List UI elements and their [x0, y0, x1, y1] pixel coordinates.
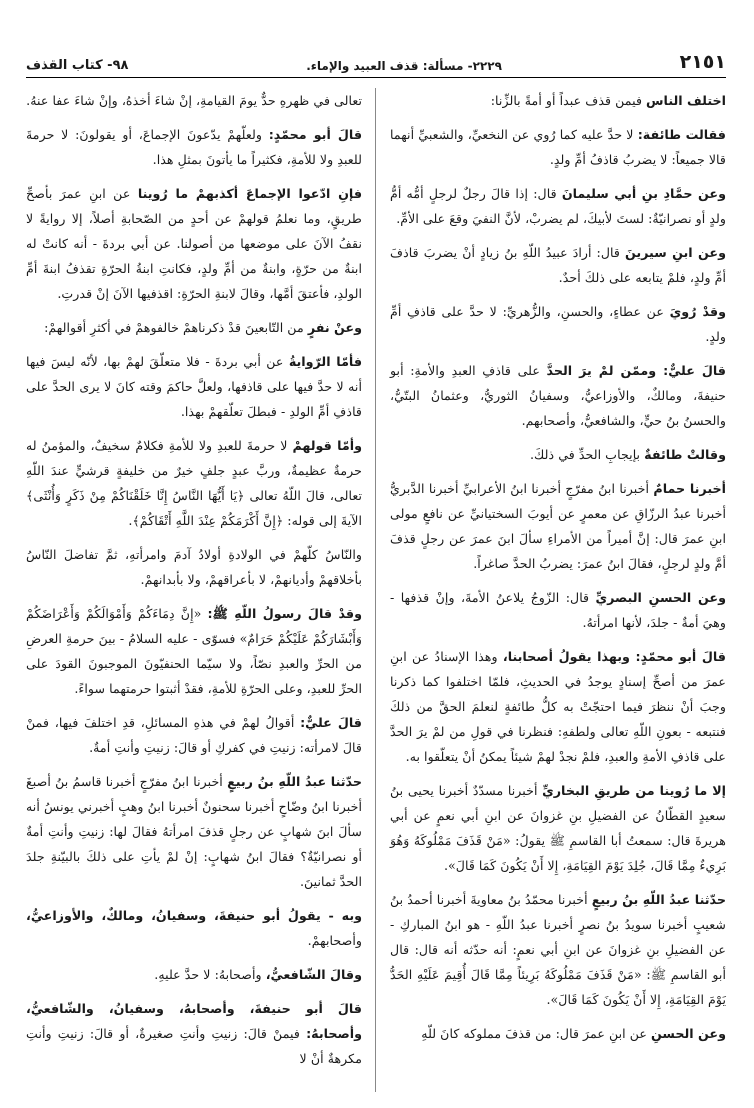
paragraph: [26, 710, 362, 760]
paragraph: [26, 903, 362, 953]
document-page: [26, 52, 726, 1092]
paragraph: [390, 88, 726, 113]
paragraph-text: عن ابنِ عمرَ بأصحِّ طريقٍ، وما نعلمُ قولهمْ عن أحدٍ من الصّحابةِ أصلاً، إلا روايةً لا نقفُ الآنَ على موضعها من أصولنا. عن أبي بردةَ - أنه كانتْ له ابنةٌ من حرّةٍ، وابنةٌ من أمِّ ولدٍ، فكانتِ ابنةُ الحرّةِ تقذفُ ابنةَ أمِّ الولدِ، فأعتقَ أمَّها، وقالَ لابنةِ الحرّةِ: اقذفيها الآنَ إنْ قدرتِ.: [26, 186, 362, 301]
paragraph: [26, 181, 362, 306]
paragraph-lead: وعنْ نفرٍ: [307, 320, 362, 335]
paragraph-lead: فقالت طائفة:: [637, 127, 726, 142]
paragraph-lead: وعن ابنِ سيرينَ: [624, 245, 726, 260]
paragraph-text: لا حدَّ عليه كما رُوي عن النخعيِّ، والشعبيِّ أنهما قالا جميعاً: لا يضربُ قاذفُ أمِّ ولدٍ.: [390, 127, 726, 167]
paragraph-lead: وقالتْ طائفةٌ: [644, 447, 726, 462]
paragraph: [390, 299, 726, 349]
paragraph-lead: وعن الحسنِ: [651, 1026, 726, 1041]
paragraph: [390, 1021, 726, 1046]
paragraph-text: قال: الزّوجُ يلاعنُ الأمةَ، وإنْ قذفها - وهيَ أمةٌ - جلدَ، لأنها امرأتهُ.: [390, 590, 726, 630]
paragraph: [390, 122, 726, 172]
paragraph: [390, 442, 726, 467]
paragraph-text: أخبرنا ابنُ مفرّجٍ أخبرنا ابنُ الأعرابيِّ أخبرنا الدَّبريُّ أخبرنا عبدُ الرزّاقِ عن معمرٍ عن أيوبَ السختيانيِّ عن نافعٍ مولى ابنِ عمرَ قال: إنَّ أميراً من الأمراءِ سألَ ابنَ عمرَ عن رجلٍ قذفَ أمَّ ولدٍ لرجلٍ، فقالَ ابنُ عمرَ: يضربُ الحدَّ صاغراً.: [390, 481, 726, 571]
paragraph-lead: أخبرنا حمامٌ: [653, 481, 726, 496]
page-number: ٢١٥١: [679, 51, 726, 73]
left-column: [26, 88, 362, 1092]
paragraph-lead: قالَ أبو محمّدٍ:: [268, 127, 362, 142]
paragraph-text: من التّابعينَ قدْ ذكرناهمْ خالفوهمْ في أكثرِ أقوالهمْ:: [44, 320, 308, 335]
paragraph-lead: إلا ما رُوينا من طريقِ البخاريِّ: [542, 783, 726, 798]
paragraph-text: أخبرنا ابنُ مفرّجٍ أخبرنا قاسمُ بنُ أصبغَ أخبرنا ابنُ وضّاحٍ أخبرنا سحنونٌ أخبرنا ابنُ وهبٍ أخبرني يونسُ أنه سألَ ابنَ شهابٍ عن رجلٍ قذفَ امرأتهُ فقالَ لها: زنيتِ وأنتِ أمةٌ أو نصرانيّةٌ؟ فقالَ ابنُ شهابٍ: إنْ لمْ يأتِ على ذلكَ بالبيّنةِ جلدَ الحدَّ ثمانينَ.: [26, 774, 362, 889]
paragraph-lead: فإنِ ادّعوا الإجماعَ أكذبهمْ ما رُوينا: [137, 186, 362, 201]
paragraph: [390, 644, 726, 769]
paragraph-lead: وقدْ قالَ رسولُ اللّهِ ﷺ:: [207, 606, 362, 621]
text-columns: [26, 88, 726, 1092]
paragraph: [26, 433, 362, 533]
paragraph-text: فيمنْ قالَ: زنيتِ وأنتِ صغيرةٌ، أو قالَ: زنيتِ وأنتِ مكرهةٌ أنْ لا: [26, 1026, 362, 1066]
paragraph-lead: وعن الحسنِ البصريِّ: [595, 590, 726, 605]
paragraph: [26, 315, 362, 340]
column-divider: [375, 88, 376, 1092]
paragraph-lead: قالَ عليٌّ:: [300, 715, 362, 730]
paragraph: [26, 769, 362, 894]
paragraph-lead: حدّثنا عبدُ اللّهِ بنُ ربيعٍ: [591, 892, 726, 907]
paragraph-text: قال: أرادَ عبيدُ اللّهِ بنُ زيادٍ أنْ يضربَ قاذفَ أمِّ ولدٍ، فلمْ يتابعه على ذلكَ أحدٌ.: [390, 245, 726, 285]
paragraph-text: أقوالُ لهمْ في هذهِ المسائلِ، قدِ اختلفَ فيها، فمنْ قالَ لامرأته: زنيتِ في كفركِ أو قالَ: زنيتِ وأنتِ أمةٌ.: [26, 715, 362, 755]
paragraph: [390, 476, 726, 576]
paragraph-lead: وعن حمَّادِ بنِ أبي سليمانَ: [561, 186, 726, 201]
paragraph-lead: وأمّا قولهمْ: [292, 438, 363, 453]
paragraph-lead: وقالَ الشّافعيُّ،: [265, 967, 362, 982]
paragraph-lead: اختلف الناس: [646, 93, 726, 108]
paragraph-text: فيمن قذف عبداً أو أمةً بالزِّنا:: [490, 93, 647, 108]
paragraph-lead: وقدْ رُويَ: [669, 304, 726, 319]
right-column: [390, 88, 726, 1092]
paragraph: [26, 122, 362, 172]
page-header: [26, 52, 726, 78]
paragraph-text: «إِنَّ دِمَاءَكُمْ وَأَمْوَالَكُمْ وَأَعْرَاضَكُمْ وَأَبْشَارَكُمْ عَلَيْكُمْ حَرَامٌ» فسوّى - عليه السلامُ - بينَ حرمةِ العرضِ من الحرِّ والعبدِ نصّاً، ولا سيّما الحنفيّونَ الموجبونَ القودَ على الحرِّ للعبدِ، وعلى الحرّةِ للأمةِ، فقدْ أثبتوا حرمتهما سواءً.: [26, 606, 362, 696]
paragraph-text: بإيجابِ الحدِّ في ذلكَ.: [529, 447, 645, 462]
paragraph-text: على قاذفِ العبدِ والأمةِ: أبو حنيفةَ، ومالكٌ، والأوزاعيُّ، وسفيانُ الثوريُّ، وعثمانُ البتّيُّ، والحسنُ بنُ حيٍّ، والشافعيُّ، وأصحابهم.: [390, 363, 726, 428]
paragraph-lead: وبه - يقولُ أبو حنيفةَ، وسفيانُ، ومالكٌ، والأوزاعيُّ،: [26, 908, 362, 923]
paragraph-text: أخبرنا مسدّدٌ أخبرنا يحيى بنُ سعيدٍ القطّانُ عن الفضيلِ بنِ غزوانَ عن ابنِ أبي نعمٍ عن أبي هريرةَ قال: سمعتُ أبا القاسمِ ﷺ يقولُ: «مَنْ قَذَفَ مَمْلُوكَهُ وَهُوَ بَرِيءٌ مِمَّا قَالَ، جُلِدَ يَوْمَ القِيَامَةِ، إِلا أَنْ يَكُونَ كَمَا قَالَ».: [390, 783, 726, 873]
paragraph-text: وأصحابهمْ.: [307, 933, 362, 948]
paragraph-lead: حدّثنا عبدُ اللّهِ بنُ ربيعٍ: [227, 774, 362, 789]
paragraph-text: عن أبي بردةَ - فلا متعلّقَ لهمْ بها، لأنّه ليسَ فيها أنه لا حدَّ فيها على قاذفها، ولعلَّ حاكمَ وقته كانَ لا يرى الحدَّ على قاذفِ أمِّ الولدِ - فبطلَ تعلّقهمْ بهذا.: [26, 354, 362, 419]
paragraph-lead: قالَ أبو محمّدٍ: وبهذا يقولُ أصحابنا،: [502, 649, 726, 664]
paragraph-lead: قالَ أبو حنيفةَ، وأصحابهُ، وسفيانُ، والشّافعيُّ، وأصحابهُ:: [26, 1001, 362, 1041]
paragraph: [390, 887, 726, 1012]
paragraph-text: عن عطاءٍ، والحسنِ، والزُّهريِّ: لا حدَّ على قاذفِ أمِّ ولدٍ.: [390, 304, 726, 344]
paragraph: [390, 181, 726, 231]
paragraph: [390, 240, 726, 290]
paragraph: [390, 358, 726, 433]
paragraph: [390, 585, 726, 635]
paragraph: [26, 542, 362, 592]
paragraph-text: لا حرمةَ للعبدِ ولا للأمةِ فكلامٌ سخيفٌ، والمؤمنُ له حرمةٌ عظيمةٌ، وربَّ عبدٍ جلفٍ خيرٌ من خليفةٍ قرشيٍّ عندَ اللّهِ تعالى، قالَ اللّهُ تعالى ﴿يَا أَيُّهَا النَّاسُ إِنَّا خَلَقْنَاكُمْ مِنْ ذَكَرٍ وَأُنْثَى﴾ الآيةَ إلى قوله: ﴿إِنَّ أَكْرَمَكُمْ عِنْدَ اللَّهِ أَتْقَاكُمْ﴾.: [26, 438, 362, 528]
paragraph-text: تعالى في ظهرهِ حدٌّ يومَ القيامةِ، إنْ شاءَ أخذهُ، وإنْ شاءَ عفا عنهُ.: [26, 93, 362, 108]
paragraph: [26, 996, 362, 1071]
paragraph: [390, 778, 726, 878]
paragraph-lead: قالَ عليٌّ: وممّن لمْ يرَ الحدَّ: [546, 363, 726, 378]
book-title: ٩٨- كتاب القذف: [26, 58, 129, 73]
paragraph-text: قال: إذا قالَ رجلٌ لرجلٍ أمُّه أمُّ ولدٍ أو نصرانيّةٌ: لستَ لأبيكَ، لم يضربْ، لأنَّ النفيَ وقعَ على الأمِّ.: [390, 186, 726, 226]
paragraph: [26, 349, 362, 424]
paragraph: [26, 88, 362, 113]
paragraph-text: والنّاسُ كلّهمْ في الولادةِ أولادُ آدمَ وامرأتهِ، ثمَّ تفاضلَ النّاسُ بأخلاقهمْ وأديانهمْ، لا بأعراقهمْ، ولا بأبدانهمْ.: [26, 547, 362, 587]
paragraph-text: وهذا الإسنادُ عن ابنِ عمرَ من أصحِّ إسنادٍ يوجدُ في الحديثِ، فلمّا اختلفوا كما ذكرنا وجبَ أنْ ننظرَ فيما احتجّتْ به كلُّ طائفةٍ لنعلمَ الحقَّ من ذلكَ فنتبعه - بعونِ اللّهِ تعالى ولطفهِ: فنظرنا في قولِ من لمْ يرَ الحدَّ على قاذفِ الأمةِ والعبدِ، فلمْ نجدْ لهمْ شيئاً يمكنُ أنْ يتعلّقوا به.: [390, 649, 726, 764]
paragraph-lead: فأمّا الرّوايةُ: [288, 354, 362, 369]
paragraph: [26, 601, 362, 701]
paragraph: [26, 962, 362, 987]
paragraph-text: أخبرنا محمّدُ بنُ معاويةَ أخبرنا أحمدُ بنُ شعيبٍ أخبرنا سويدُ بنُ نصرٍ أخبرنا عبدُ اللّهِ - هو ابنُ المباركِ - عن الفضيلِ بنِ غزوانَ عن ابنِ أبي نعمٍ: أنه حدّثه أنه قال: قال أبو القاسمِ ﷺ: «مَنْ قَذَفَ مَمْلُوكَهُ بَرِيئاً مِمَّا قَالَ أُقِيمَ عَلَيْهِ الحَدُّ يَوْمَ القِيَامَةِ، إِلا أَنْ يَكُونَ كَمَا قَالَ».: [390, 892, 726, 1007]
paragraph-text: وأصحابهُ: لا حدَّ عليهِ.: [154, 967, 266, 982]
paragraph-text: ولعلّهمْ يدّعونَ الإجماعَ، أو يقولونَ: لا حرمةَ للعبدِ ولا للأمةِ، فكثيراً ما يأتونَ بمثلِ هذا.: [26, 127, 362, 167]
masala-title: ٢٢٢٩- مسألة: قذف العبيد والإماء.: [306, 59, 502, 73]
paragraph-text: عن ابنِ عمرَ قال: من قذفَ مملوكه كانَ للّهِ: [421, 1026, 652, 1041]
